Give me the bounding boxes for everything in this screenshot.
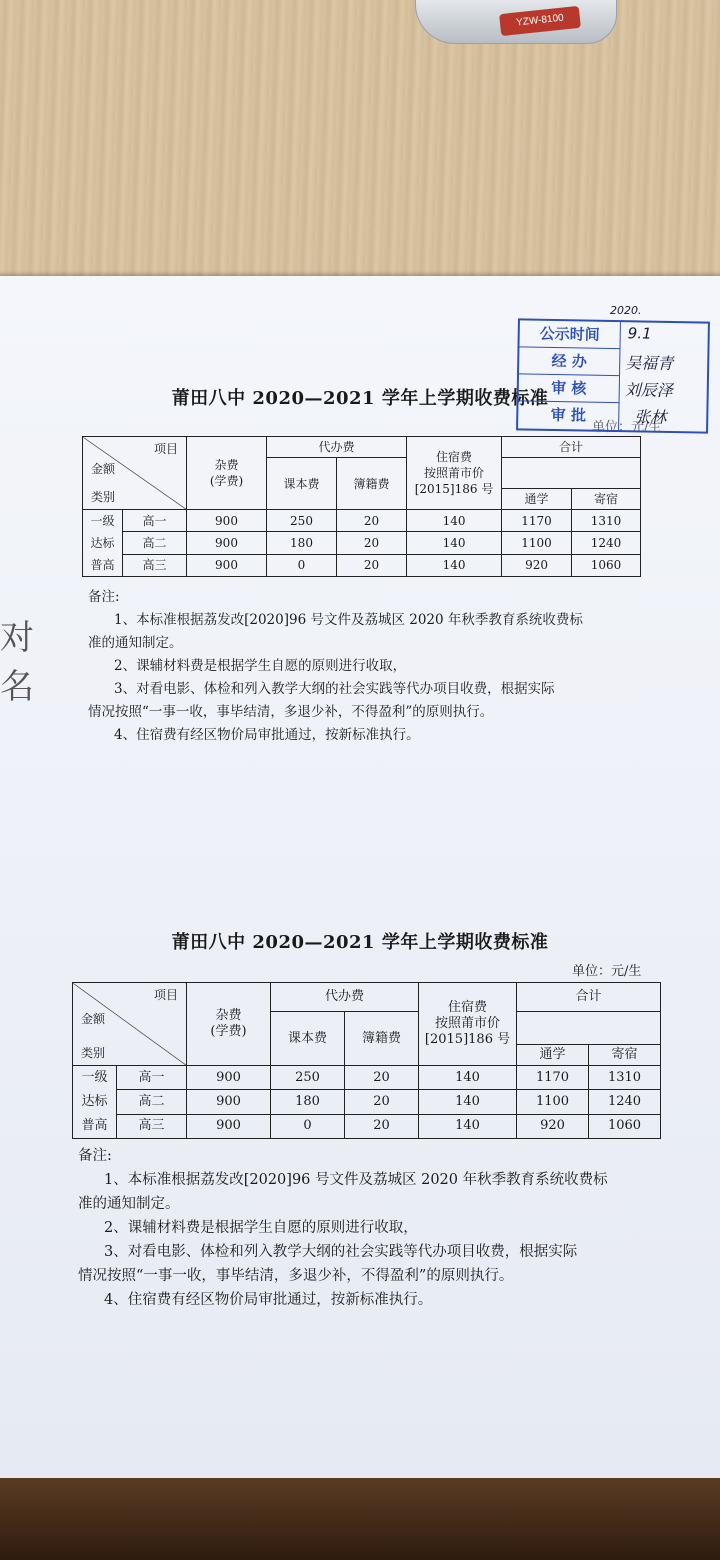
day-cell: 1100 bbox=[502, 532, 572, 554]
header-misc-sub: (学费) bbox=[210, 1024, 247, 1039]
group-label-1: 一级 bbox=[90, 514, 115, 528]
header-textbook: 课本费 bbox=[271, 1012, 345, 1066]
header-lodging bbox=[419, 983, 517, 1066]
grade-cell: 高一 bbox=[117, 1066, 187, 1090]
lodging-cell: 140 bbox=[407, 532, 502, 554]
doc1-fee-table bbox=[82, 436, 641, 577]
header-misc bbox=[187, 983, 271, 1066]
lodging-cell: 140 bbox=[407, 554, 502, 576]
stamp-value-1: 9.1 bbox=[627, 324, 652, 343]
notebook-cell: 20 bbox=[345, 1090, 419, 1114]
header-lodging-sub2: [2015]186 号 bbox=[424, 1032, 511, 1047]
header-misc-label: 杂费 bbox=[215, 1008, 242, 1023]
doc1-unit: 单位：元/生 bbox=[592, 420, 662, 435]
header-total-blank bbox=[502, 458, 641, 489]
note-2: 2、课辅材料费是根据学生自愿的原则进行收取， bbox=[104, 1220, 418, 1236]
note-1a: 1、本标准根据荔发改[2020]96 号文件及荔城区 2020 年秋季教育系统收费标 bbox=[104, 1172, 608, 1188]
misc-cell: 900 bbox=[187, 532, 267, 554]
header-agency: 代办费 bbox=[271, 983, 419, 1012]
board-cell: 1060 bbox=[589, 1114, 661, 1138]
notes-heading: 备注: bbox=[78, 1148, 112, 1164]
day-cell: 920 bbox=[517, 1114, 589, 1138]
header-day: 通学 bbox=[502, 489, 572, 510]
stamp-row-1: 公示时间 bbox=[519, 320, 619, 349]
misc-cell: 900 bbox=[187, 1090, 271, 1114]
doc2-unit: 单位：元/生 bbox=[572, 964, 642, 979]
group-label bbox=[73, 1066, 117, 1139]
stamp-value-3: 刘辰泽 bbox=[624, 380, 673, 401]
jar-label: YZW-8100 bbox=[499, 6, 581, 36]
header-misc bbox=[187, 437, 267, 510]
table-row bbox=[73, 1066, 661, 1090]
lodging-cell: 140 bbox=[419, 1114, 517, 1138]
notebook-cell: 20 bbox=[345, 1066, 419, 1090]
group-label-1: 一级 bbox=[81, 1070, 108, 1085]
day-cell: 1100 bbox=[517, 1090, 589, 1114]
header-misc-label: 杂费 bbox=[214, 458, 239, 472]
grade-cell: 高二 bbox=[123, 532, 187, 554]
corner-item-label: 项目 bbox=[153, 988, 178, 1002]
note-4: 4、住宿费有经区物价局审批通过，按新标准执行。 bbox=[114, 727, 420, 743]
table-row bbox=[83, 554, 641, 576]
day-cell: 1170 bbox=[502, 510, 572, 532]
notes-heading: 备注: bbox=[88, 589, 120, 605]
textbook-cell: 0 bbox=[267, 554, 337, 576]
stamp-row-3: 审 核 bbox=[519, 374, 619, 403]
table-corner bbox=[73, 983, 187, 1066]
table-row bbox=[73, 1090, 661, 1114]
stamp-date-handwritten: 2020. bbox=[610, 304, 642, 317]
notebook-cell: 20 bbox=[337, 532, 407, 554]
doc2-title: 莆田八中 2020—2021 学年上学期收费标准 bbox=[171, 932, 549, 953]
header-misc-sub: (学费) bbox=[209, 474, 244, 488]
group-label bbox=[83, 510, 123, 577]
header-agency: 代办费 bbox=[267, 437, 407, 458]
corner-category-label: 类别 bbox=[81, 1046, 106, 1060]
textbook-cell: 0 bbox=[271, 1114, 345, 1138]
board-cell: 1240 bbox=[589, 1090, 661, 1114]
group-label-2: 达标 bbox=[90, 536, 115, 550]
stamp-value-4: 张林 bbox=[634, 407, 667, 427]
corner-category-label: 类别 bbox=[91, 490, 116, 504]
corner-amount-label: 金额 bbox=[91, 462, 116, 476]
doc1-notes bbox=[88, 586, 648, 747]
notebook-cell: 20 bbox=[345, 1114, 419, 1138]
header-notebook: 簿籍费 bbox=[337, 458, 407, 510]
board-cell: 1060 bbox=[572, 554, 641, 576]
note-2: 2、课辅材料费是根据学生自愿的原则进行收取， bbox=[114, 658, 407, 674]
textbook-cell: 250 bbox=[267, 510, 337, 532]
header-lodging-sub1: 按照莆市价 bbox=[424, 466, 485, 480]
header-lodging bbox=[407, 437, 502, 510]
note-3a: 3、对看电影、体检和列入教学大纲的社会实践等代办项目收费，根据实际 bbox=[104, 1244, 578, 1260]
header-textbook: 课本费 bbox=[267, 458, 337, 510]
stamp-value-2: 吴福青 bbox=[625, 353, 674, 374]
notebook-cell: 20 bbox=[337, 554, 407, 576]
grade-cell: 高一 bbox=[123, 510, 187, 532]
margin-handwriting: 对 名 bbox=[0, 618, 34, 707]
grade-cell: 高三 bbox=[123, 554, 187, 576]
notebook-cell: 20 bbox=[337, 510, 407, 532]
table-row bbox=[83, 532, 641, 554]
lodging-cell: 140 bbox=[419, 1066, 517, 1090]
note-4: 4、住宿费有经区物价局审批通过，按新标准执行。 bbox=[104, 1292, 433, 1308]
stamp-row-2: 经 办 bbox=[519, 347, 619, 376]
stamp-row-4: 审 批 bbox=[550, 405, 587, 425]
note-3b: 情况按照“一事一收，事毕结清，多退少补，不得盈利”的原则执行。 bbox=[88, 704, 494, 720]
header-total: 合计 bbox=[502, 437, 641, 458]
desk-shadow bbox=[0, 1478, 720, 1560]
misc-cell: 900 bbox=[187, 510, 267, 532]
header-total-blank bbox=[517, 1012, 661, 1045]
note-1b: 准的通知制定。 bbox=[78, 1196, 180, 1212]
lodging-cell: 140 bbox=[407, 510, 502, 532]
board-cell: 1310 bbox=[589, 1066, 661, 1090]
textbook-cell: 180 bbox=[267, 532, 337, 554]
header-board: 寄宿 bbox=[589, 1045, 661, 1066]
corner-amount-label: 金额 bbox=[81, 1012, 106, 1026]
header-day: 通学 bbox=[517, 1045, 589, 1066]
day-cell: 920 bbox=[502, 554, 572, 576]
board-cell: 1310 bbox=[572, 510, 641, 532]
misc-cell: 900 bbox=[187, 1114, 271, 1138]
board-cell: 1240 bbox=[572, 532, 641, 554]
doc1-title: 莆田八中 2020—2021 学年上学期收费标准 bbox=[171, 388, 549, 409]
header-lodging-sub1: 按照莆市价 bbox=[435, 1016, 501, 1031]
corner-item-label: 项目 bbox=[153, 442, 178, 456]
header-lodging-label: 住宿费 bbox=[448, 1000, 488, 1015]
grade-cell: 高三 bbox=[117, 1114, 187, 1138]
note-3a: 3、对看电影、体检和列入教学大纲的社会实践等代办项目收费，根据实际 bbox=[114, 681, 555, 697]
doc2-fee-table bbox=[72, 982, 661, 1139]
header-total: 合计 bbox=[517, 983, 661, 1012]
doc2-notes bbox=[78, 1144, 678, 1312]
misc-cell: 900 bbox=[187, 1066, 271, 1090]
day-cell: 1170 bbox=[517, 1066, 589, 1090]
header-lodging-label: 住宿费 bbox=[436, 450, 473, 464]
group-label-3: 普高 bbox=[81, 1118, 108, 1133]
note-1a: 1、本标准根据荔发改[2020]96 号文件及荔城区 2020 年秋季教育系统收费标 bbox=[114, 612, 583, 628]
note-3b: 情况按照“一事一收，事毕结清，多退少补，不得盈利”的原则执行。 bbox=[78, 1268, 514, 1284]
table-row bbox=[83, 510, 641, 532]
misc-cell: 900 bbox=[187, 554, 267, 576]
header-board: 寄宿 bbox=[572, 489, 641, 510]
group-label-2: 达标 bbox=[81, 1094, 108, 1109]
grade-cell: 高二 bbox=[117, 1090, 187, 1114]
table-corner bbox=[83, 437, 187, 510]
table-row bbox=[73, 1114, 661, 1138]
textbook-cell: 180 bbox=[271, 1090, 345, 1114]
header-notebook: 簿籍费 bbox=[345, 1012, 419, 1066]
lodging-cell: 140 bbox=[419, 1090, 517, 1114]
note-1b: 准的通知制定。 bbox=[88, 635, 183, 651]
approval-stamp bbox=[516, 318, 710, 433]
group-label-3: 普高 bbox=[90, 558, 115, 572]
header-lodging-sub2: [2015]186 号 bbox=[414, 482, 494, 496]
textbook-cell: 250 bbox=[271, 1066, 345, 1090]
